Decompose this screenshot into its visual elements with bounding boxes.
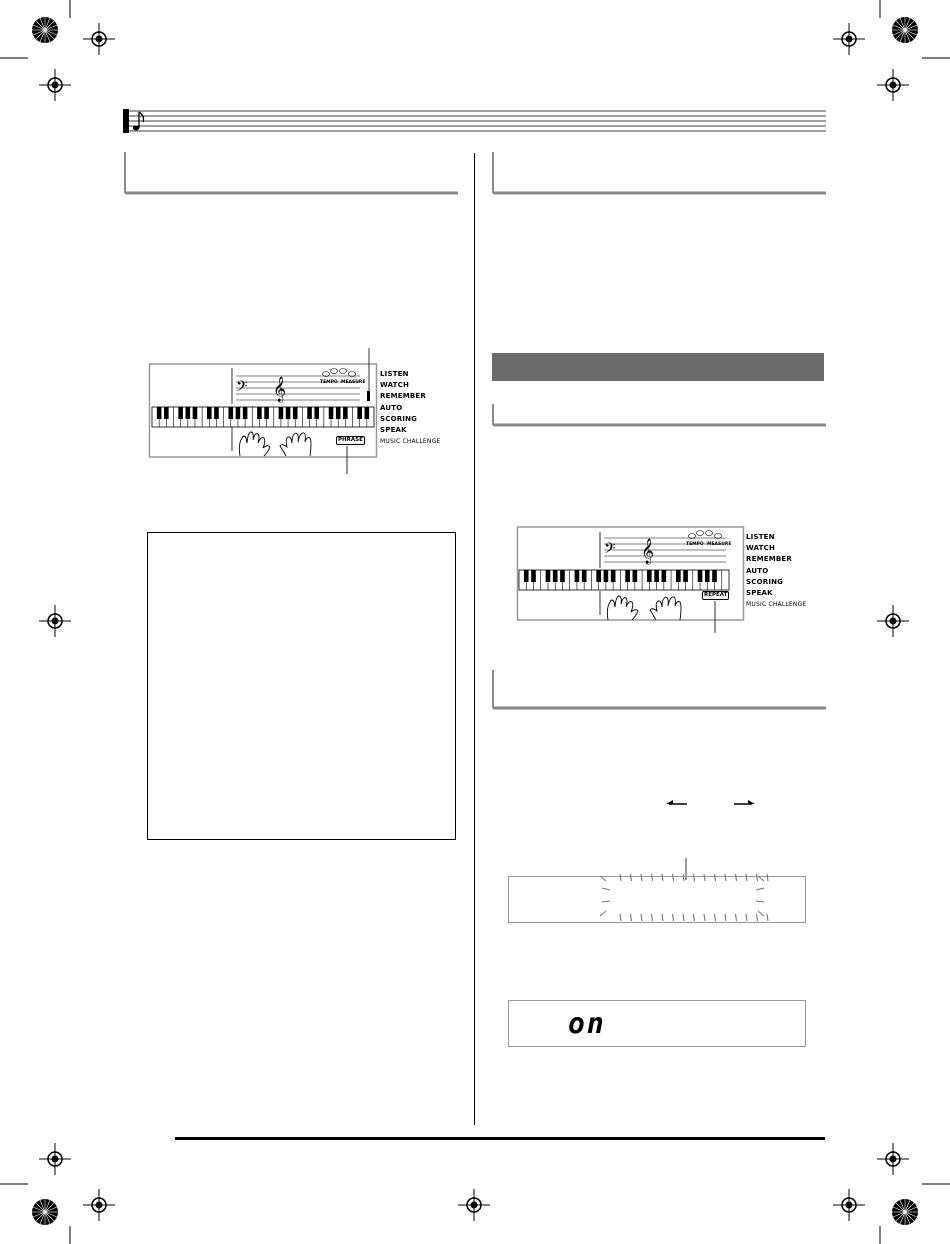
display-value: on (568, 1007, 606, 1040)
flash-mark (758, 876, 764, 881)
bass-clef-icon: 𝄢 (604, 540, 616, 561)
header-staff (123, 109, 826, 133)
mode-label: LISTEN (746, 533, 775, 541)
flash-mark (757, 914, 758, 921)
flash-mark (631, 874, 632, 881)
flash-mark (756, 901, 764, 902)
bass-clef-icon: 𝄢 (236, 378, 248, 399)
footer-rule (175, 1137, 825, 1140)
callout-line-repeat (713, 601, 717, 635)
flash-mark (725, 874, 726, 881)
flash-mark (736, 874, 737, 881)
flash-mark (704, 914, 705, 921)
mode-label: LISTEN (380, 370, 409, 378)
flash-mark (715, 914, 716, 921)
tempo-label: TEMPO (320, 380, 338, 385)
measure-label: MEASURE (341, 380, 366, 385)
section-heading-right-1 (492, 152, 826, 196)
section-heading-right-3 (492, 670, 826, 712)
flash-mark (746, 914, 747, 921)
flash-mark (652, 914, 653, 921)
mode-label: WATCH (746, 544, 776, 553)
flash-mark (673, 874, 674, 881)
flash-mark (756, 888, 764, 890)
flash-mark (641, 874, 642, 881)
flash-mark (694, 874, 695, 881)
flash-mark (736, 914, 737, 921)
flash-mark (652, 874, 653, 881)
mode-labels-left (380, 369, 440, 447)
mode-label: SCORING (746, 577, 784, 586)
column-divider (474, 153, 475, 1125)
mode-label: MUSIC CHALLENGE (380, 438, 441, 446)
section-heading-right-2 (492, 404, 826, 428)
treble-clef-icon: 𝄞 (641, 539, 655, 564)
arrow-right-icon (733, 799, 755, 809)
mode-label: AUTO (380, 403, 403, 412)
flash-mark (757, 874, 758, 881)
flash-mark (767, 874, 768, 881)
flash-marks (508, 870, 806, 930)
measure-label: MEASURE (707, 542, 732, 547)
flash-mark (600, 911, 606, 916)
tempo-label: TEMPO (686, 542, 704, 547)
flash-mark (767, 914, 768, 921)
flash-mark (694, 914, 695, 921)
callout-line-phrase (345, 446, 349, 476)
mode-label: SPEAK (380, 426, 407, 435)
section-banner (492, 353, 824, 381)
repeat-badge: REPEAT (704, 592, 728, 598)
arrow-left-icon (666, 799, 688, 809)
flash-mark (600, 876, 606, 881)
flash-mark (725, 914, 726, 921)
mode-label: REMEMBER (380, 392, 426, 401)
flash-mark (673, 914, 674, 921)
mode-label: AUTO (746, 566, 769, 575)
flash-mark (620, 874, 621, 881)
flash-mark (602, 888, 610, 890)
mode-label: REMEMBER (746, 555, 792, 564)
phrase-badge: PHRASE (338, 437, 363, 443)
flash-mark (620, 914, 621, 921)
flash-mark (662, 874, 663, 881)
flash-mark (683, 874, 684, 881)
flash-mark (683, 914, 684, 921)
flash-mark (746, 874, 747, 881)
treble-clef-icon: 𝄞 (273, 377, 287, 402)
mode-label: SPEAK (746, 589, 773, 598)
section-heading-left (124, 152, 458, 196)
mode-labels-right (746, 532, 806, 610)
on-display (508, 1000, 806, 1047)
lcd-display-right (516, 526, 746, 624)
flash-mark (704, 874, 705, 881)
info-box (147, 532, 456, 840)
keyboard-strip (519, 570, 729, 590)
flash-mark (631, 914, 632, 921)
flash-mark (602, 901, 610, 902)
mode-label: WATCH (380, 381, 410, 390)
flash-mark (715, 874, 716, 881)
flash-mark (758, 911, 764, 916)
keyboard-strip (152, 407, 374, 427)
mode-label: MUSIC CHALLENGE (746, 601, 807, 609)
flash-mark (662, 914, 663, 921)
mode-label: SCORING (380, 414, 418, 423)
flash-mark (641, 914, 642, 921)
